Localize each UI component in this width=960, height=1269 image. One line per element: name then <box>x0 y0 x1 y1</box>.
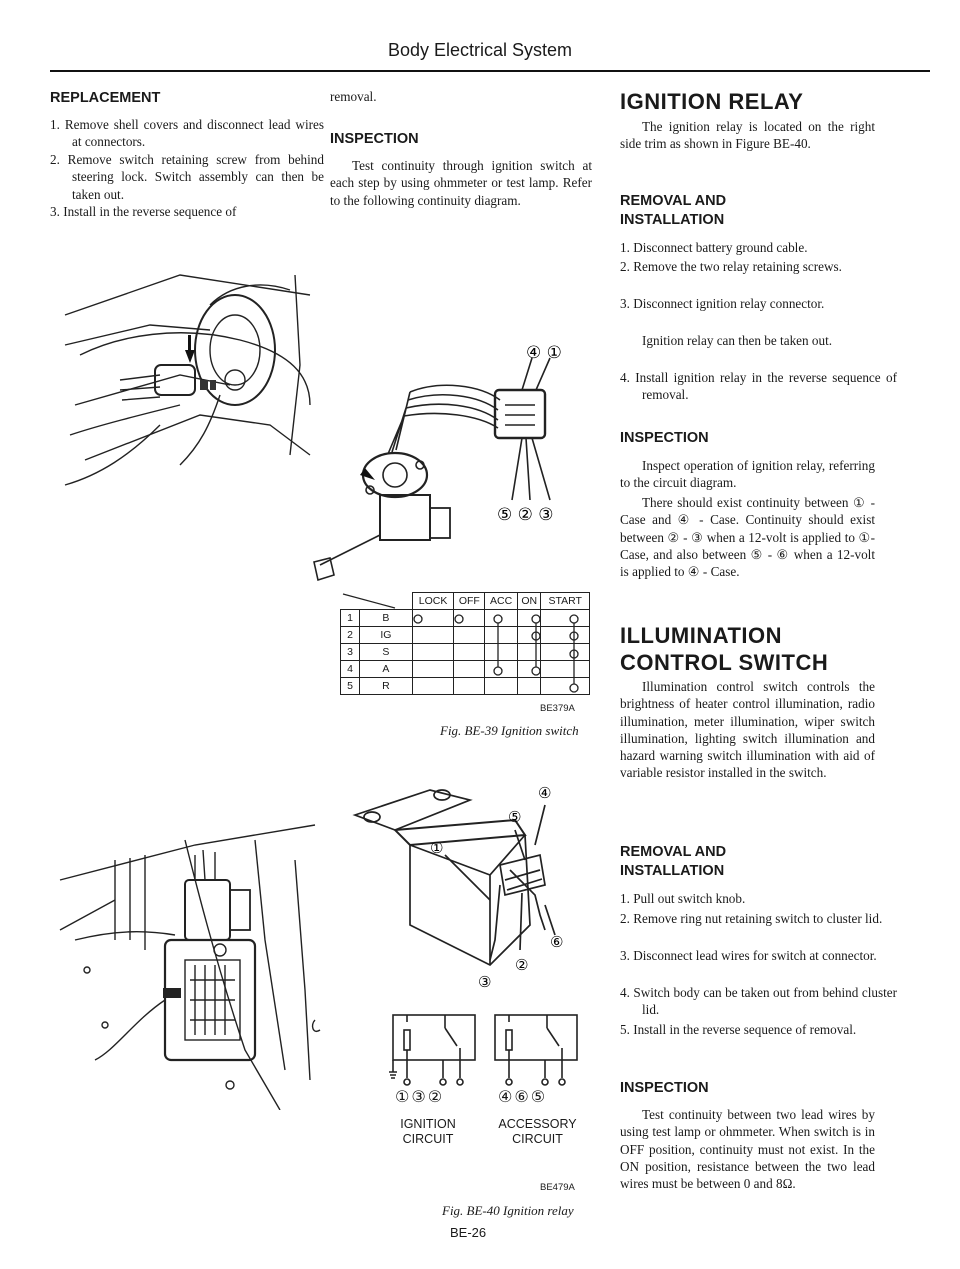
relay-label-1: ① <box>430 839 444 857</box>
removal-step-1: 1. Disconnect battery ground cable. <box>620 240 808 255</box>
table-row: 3 S <box>341 644 590 661</box>
col-start: START <box>541 593 590 610</box>
removal2-step-4: 4. Switch body can be taken out from behind cluster lid. <box>620 985 897 1018</box>
inspection-text-3: Test continuity between two lead wires by using test lamp or ohmmeter. When switch is in OFF position, continuity must not exist. In the ON position, resistance between the two lead wires must be between 0 and 8Ω. <box>620 1107 875 1192</box>
accessory-terminal-labels: ④⑥⑤ <box>498 1087 548 1106</box>
relay-label-6: ⑥ <box>550 933 564 951</box>
inspection-heading-1: INSPECTION <box>330 131 419 147</box>
replacement-heading: REPLACEMENT <box>50 90 161 106</box>
header-rule <box>50 70 930 72</box>
table-row: 2 IG <box>341 627 590 644</box>
relay-label-3: ③ <box>478 973 492 991</box>
removal-heading-2: REMOVAL AND INSTALLATION <box>620 844 727 879</box>
table-row: 4 A <box>341 661 590 678</box>
steering-column-illustration <box>60 255 320 525</box>
figure-caption-be40: Fig. BE-40 Ignition relay <box>442 1203 574 1218</box>
removal-step-2: 2. Remove the two relay retaining screws. <box>620 259 842 274</box>
ignition-relay-diagram <box>350 775 580 1000</box>
ignition-terminal-labels: ①③② <box>395 1087 445 1106</box>
removal2-step-5: 5. Install in the reverse sequence of removal. <box>620 1022 857 1037</box>
page-number: BE-26 <box>450 1225 487 1240</box>
relay-label-2: ② <box>515 956 529 974</box>
removal-continuation: removal. <box>330 89 377 104</box>
inspection-text-2b: There should exist continuity between ① - Case and ④ - Case. Continuity should exist between ② - ③ when a 12-volt is applied to ①- Case, and also between ⑤ - ⑥ when a 12-volt is applied to ④ - Case. <box>620 495 875 580</box>
removal-step-3: 3. Disconnect ignition relay connector. <box>620 296 825 311</box>
ignition-relay-text: The ignition relay is located on the right side trim as shown in Figure BE-40. <box>620 119 875 152</box>
continuity-connections <box>340 592 592 697</box>
removal2-step-2: 2. Remove ring nut retaining switch to cluster lid. <box>620 911 883 926</box>
switch-terminal-labels-bottom: ⑤ ② ③ <box>497 505 554 525</box>
inspection-text-2a: Inspect operation of ignition relay, referring to the circuit diagram. <box>620 458 875 491</box>
relay-label-4: ④ <box>538 784 552 802</box>
switch-terminal-labels-top: ④ ① <box>526 343 562 363</box>
replacement-step-3: 3. Install in the reverse sequence of <box>50 204 237 219</box>
inspection-heading-3: INSPECTION <box>620 1080 709 1096</box>
col-lock: LOCK <box>412 593 454 610</box>
col-off: OFF <box>454 593 485 610</box>
replacement-step-1: 1. Remove shell covers and disconnect lead wires at connectors. <box>50 117 324 150</box>
removal-step-4: 4. Install ignition relay in the reverse sequence of removal. <box>620 370 897 403</box>
figure-caption-be39: Fig. BE-39 Ignition switch <box>440 723 579 738</box>
col-on: ON <box>517 593 541 610</box>
figure-code-be479a: BE479A <box>540 1182 575 1193</box>
ignition-switch-diagram <box>300 330 600 590</box>
illumination-text: Illumination control switch controls the brightness of heater control illumination, radio illumination, meter illumination, wiper switch illumination, lighting switch illumination and hazard warning switch illumination with aid of variable resistor installed in the switch. <box>620 679 875 781</box>
inspection-text-1: Test continuity through ignition switch at each step by using ohmmeter or test lamp. Refer to the following continuity diagram. <box>330 158 592 208</box>
relay-label-5: ⑤ <box>508 808 522 826</box>
running-head: Body Electrical System <box>387 40 573 60</box>
col-acc: ACC <box>485 593 518 610</box>
removal2-step-1: 1. Pull out switch knob. <box>620 891 746 906</box>
table-row: 1 B <box>341 610 590 627</box>
ignition-circuit-label: IGNITION CIRCUIT <box>400 1117 456 1146</box>
relay-location-illustration <box>55 820 330 1110</box>
figure-code-be379a: BE379A <box>540 703 575 714</box>
accessory-circuit-label: ACCESSORY CIRCUIT <box>498 1117 577 1146</box>
removal-note: Ignition relay can then be taken out. <box>642 333 833 348</box>
removal-heading: REMOVAL AND INSTALLATION <box>620 193 727 228</box>
table-row: 5 R <box>341 678 590 695</box>
removal2-step-3: 3. Disconnect lead wires for switch at connector. <box>620 948 877 963</box>
inspection-heading-2: INSPECTION <box>620 430 709 446</box>
illumination-heading: ILLUMINATION CONTROL SWITCH <box>620 623 829 675</box>
replacement-step-2: 2. Remove switch retaining screw from behind steering lock. Switch assembly can then be taken out. <box>50 152 324 202</box>
ignition-relay-heading: IGNITION RELAY <box>620 89 804 114</box>
